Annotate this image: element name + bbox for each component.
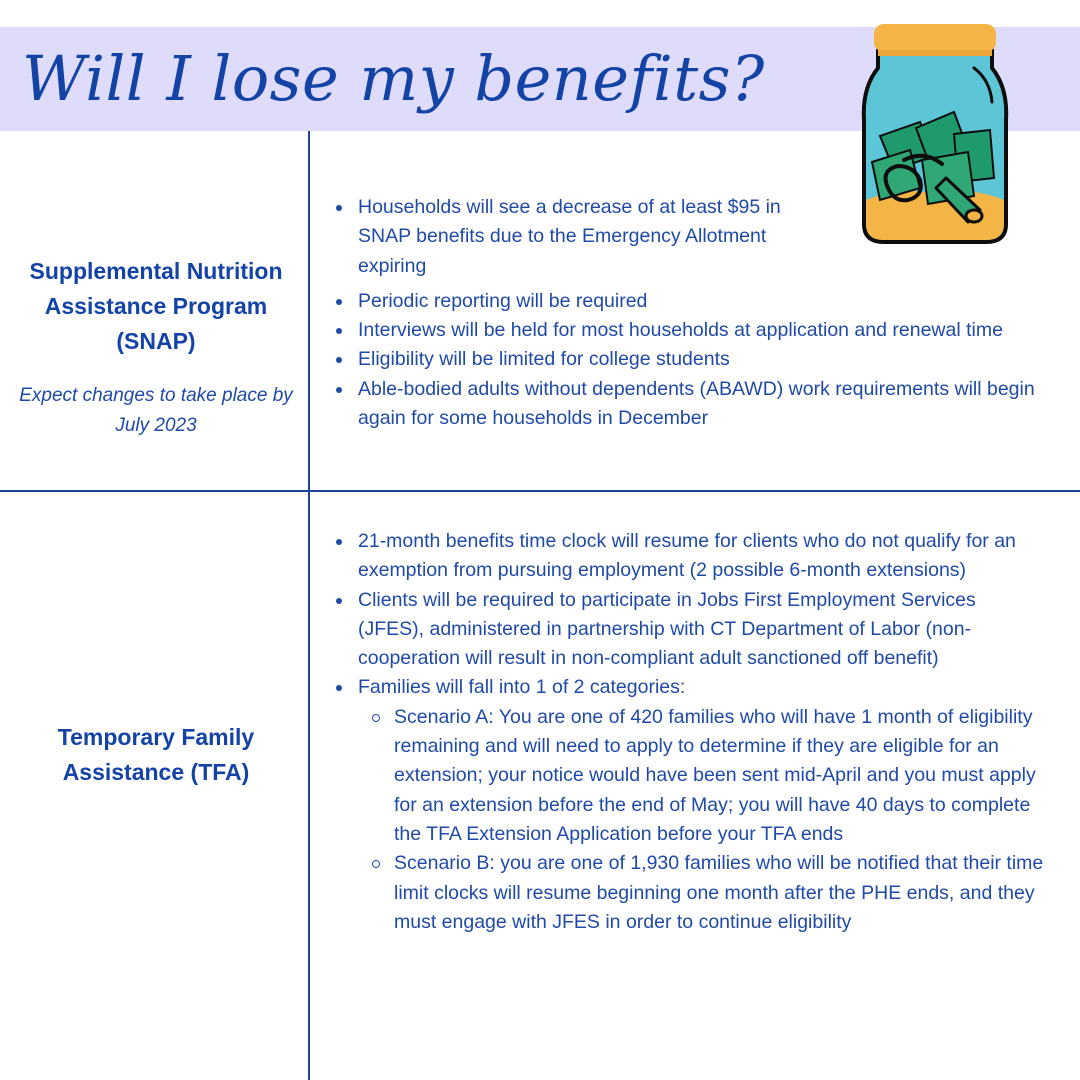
tfa-program-name: Temporary Family Assistance (TFA) bbox=[57, 724, 255, 785]
snap-program-name: Supplemental Nutrition Assistance Program (SNAP) bbox=[29, 258, 283, 354]
snap-timing-note: Expect changes to take place by July 2023 bbox=[19, 385, 293, 436]
snap-program-label bbox=[8, 254, 304, 441]
scenario-item: Scenario B: you are one of 1,930 families who will be notified that their time limit clocks will resume beginning one month after the PHE ends, and they must engage with JFES in order to continue eligibility bbox=[394, 849, 1046, 937]
list-item: Households will see a decrease of at least $95 in SNAP benefits due to the Emergency Allotment expiring bbox=[334, 193, 808, 281]
list-item: Able-bodied adults without dependents (ABAWD) work requirements will begin again for some households in December bbox=[334, 375, 1058, 434]
list-item: Periodic reporting will be required bbox=[334, 287, 1058, 316]
tfa-bullet-list bbox=[334, 527, 1046, 937]
row-divider bbox=[0, 490, 1080, 492]
list-item: Interviews will be held for most households at application and renewal time bbox=[334, 316, 1058, 345]
column-divider bbox=[308, 131, 310, 1080]
scenario-item: Scenario A: You are one of 420 families who will have 1 month of eligibility remaining and will need to apply to determine if they are eligible for an extension; your notice would have been sent mid-April and you must apply for an extension before the end of May; you will have 40 days to complete the TFA Extension Application before your TFA ends bbox=[394, 703, 1046, 849]
categories-intro: Families will fall into 1 of 2 categories: bbox=[358, 676, 686, 699]
scenario-list bbox=[358, 703, 1046, 937]
page-title: Will I lose my benefits? bbox=[22, 42, 765, 115]
snap-bullet-list bbox=[334, 193, 1058, 433]
list-item: 21-month benefits time clock will resume for clients who do not qualify for an exemption from pursuing employment (2 possible 6-month extensions) bbox=[334, 527, 1046, 586]
list-item bbox=[334, 673, 1046, 937]
list-item: Clients will be required to participate in Jobs First Employment Services (JFES), administered in partnership with CT Department of Labor (non-cooperation will result in non-compliant adult sanctioned off benefit) bbox=[334, 586, 1046, 674]
tfa-program-label bbox=[8, 720, 304, 790]
list-item: Eligibility will be limited for college students bbox=[334, 345, 1058, 374]
